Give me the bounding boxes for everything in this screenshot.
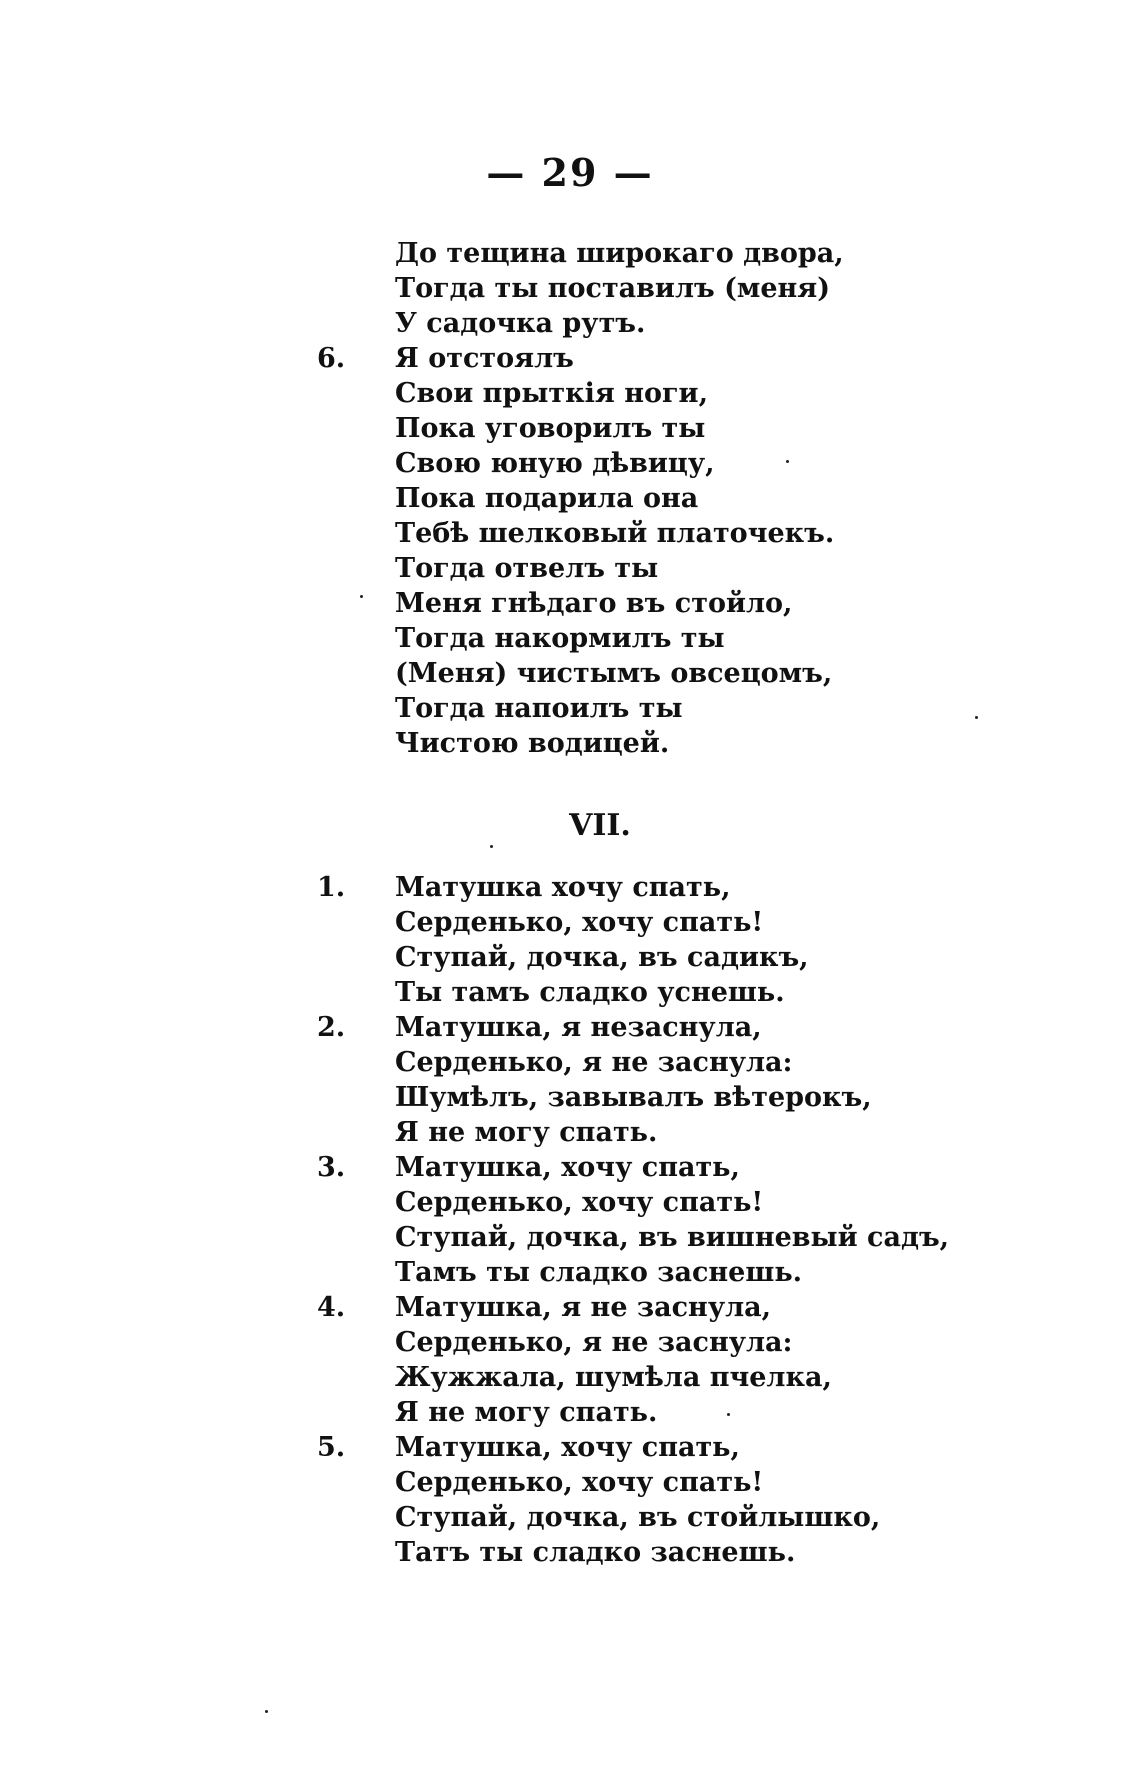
verse-text: Ступай, дочка, въ стойлышко, bbox=[395, 1502, 881, 1533]
verse-number: 3. bbox=[317, 1152, 346, 1183]
page-number: — 29 — bbox=[486, 150, 654, 195]
verse-text: Матушка, я не заснула, bbox=[395, 1292, 772, 1323]
verse-text: Серденько, хочу спать! bbox=[395, 1467, 764, 1498]
verse-text: Пока уговорилъ ты bbox=[395, 413, 706, 444]
verse-line bbox=[355, 236, 1075, 271]
verse-line bbox=[355, 306, 1075, 341]
verse-text: Матушка хочу спать, bbox=[395, 872, 731, 903]
print-speck bbox=[786, 460, 789, 463]
verse-line bbox=[355, 1465, 1075, 1500]
verse-text: У садочка рутъ. bbox=[395, 308, 646, 339]
verse-text: Матушка, хочу спать, bbox=[395, 1152, 740, 1183]
verse-text: До тещина широкаго двора, bbox=[395, 238, 844, 269]
verse-text: Ты тамъ сладко уснешь. bbox=[395, 977, 785, 1008]
verse-line bbox=[355, 1045, 1075, 1080]
verse-line bbox=[355, 1255, 1075, 1290]
stanza-continued bbox=[317, 236, 1075, 761]
verse-line bbox=[317, 1150, 1075, 1185]
verse-number: 2. bbox=[317, 1012, 346, 1043]
verse-number: 6. bbox=[317, 343, 346, 374]
print-speck bbox=[490, 845, 493, 848]
verse-line bbox=[355, 940, 1075, 975]
verse-text: Серденько, хочу спать! bbox=[395, 1187, 764, 1218]
verse-text: Я не могу спать. bbox=[395, 1117, 658, 1148]
verse-line bbox=[355, 411, 1075, 446]
verse-text: Я отстоялъ bbox=[395, 343, 574, 374]
verse-line bbox=[355, 621, 1075, 656]
verse-text: Жужжала, шумѣла пчелка, bbox=[395, 1362, 832, 1393]
verse-text: Матушка, я незаснула, bbox=[395, 1012, 762, 1043]
verse-line bbox=[355, 1080, 1075, 1115]
verse-text: Тогда ты поставилъ (меня) bbox=[395, 273, 830, 304]
verse-line bbox=[355, 975, 1075, 1010]
verse-line bbox=[317, 1010, 1075, 1045]
verse-line bbox=[355, 656, 1075, 691]
verse-line bbox=[355, 1395, 1075, 1430]
verse-text: Серденько, я не заснула: bbox=[395, 1047, 793, 1078]
verse-text: Тогда накормилъ ты bbox=[395, 623, 725, 654]
verse-text: Меня гнѣдаго въ стойло, bbox=[395, 588, 793, 619]
verse-line bbox=[355, 1115, 1075, 1150]
verse-number: 5. bbox=[317, 1432, 346, 1463]
print-speck bbox=[975, 716, 978, 719]
verse-line bbox=[355, 481, 1075, 516]
verse-line bbox=[355, 271, 1075, 306]
verse-line bbox=[355, 551, 1075, 586]
print-speck bbox=[265, 1710, 268, 1713]
verse-text: Тогда отвелъ ты bbox=[395, 553, 659, 584]
song-verses bbox=[317, 870, 1075, 1570]
verse-line bbox=[317, 1430, 1075, 1465]
verse-text: Тамъ ты сладко заснешь. bbox=[395, 1257, 803, 1288]
verse-text: Я не могу спать. bbox=[395, 1397, 658, 1428]
verse-line bbox=[317, 870, 1075, 905]
verse-text: Матушка, хочу спать, bbox=[395, 1432, 740, 1463]
verse-text: Шумѣлъ, завывалъ вѣтерокъ, bbox=[395, 1082, 872, 1113]
verse-number: 1. bbox=[317, 872, 346, 903]
verse-line bbox=[355, 1360, 1075, 1395]
verse-line bbox=[317, 341, 1075, 376]
verse-line bbox=[355, 726, 1075, 761]
verse-line bbox=[355, 1500, 1075, 1535]
verse-text: Серденько, я не заснула: bbox=[395, 1327, 793, 1358]
verse-line bbox=[355, 516, 1075, 551]
verse-text: Татъ ты сладко заснешь. bbox=[395, 1537, 796, 1568]
verse-line bbox=[355, 446, 1075, 481]
verse-text: Ступай, дочка, въ садикъ, bbox=[395, 942, 809, 973]
verse-line bbox=[355, 691, 1075, 726]
verse-number: 4. bbox=[317, 1292, 346, 1323]
verse-line bbox=[355, 905, 1075, 940]
verse-text: Серденько, хочу спать! bbox=[395, 907, 764, 938]
verse-text: Свою юную дѣвицу, bbox=[395, 448, 715, 479]
verse-line bbox=[355, 1535, 1075, 1570]
print-speck bbox=[360, 595, 363, 598]
verse-line bbox=[355, 1220, 1075, 1255]
verse-text: (Меня) чистымъ овсецомъ, bbox=[395, 658, 833, 689]
section-heading: VII. bbox=[569, 808, 631, 843]
verse-text: Ступай, дочка, въ вишневый садъ, bbox=[395, 1222, 950, 1253]
verse-text: Тогда напоилъ ты bbox=[395, 693, 683, 724]
verse-line bbox=[355, 376, 1075, 411]
verse-line bbox=[355, 1325, 1075, 1360]
verse-text: Пока подарила она bbox=[395, 483, 699, 514]
verse-line bbox=[317, 1290, 1075, 1325]
verse-line bbox=[355, 1185, 1075, 1220]
print-speck bbox=[727, 1413, 730, 1416]
verse-line bbox=[355, 586, 1075, 621]
verse-text: Тебѣ шелковый платочекъ. bbox=[395, 518, 835, 549]
verse-text: Чистою водицей. bbox=[395, 728, 670, 759]
verse-text: Свои прыткія ноги, bbox=[395, 378, 708, 409]
